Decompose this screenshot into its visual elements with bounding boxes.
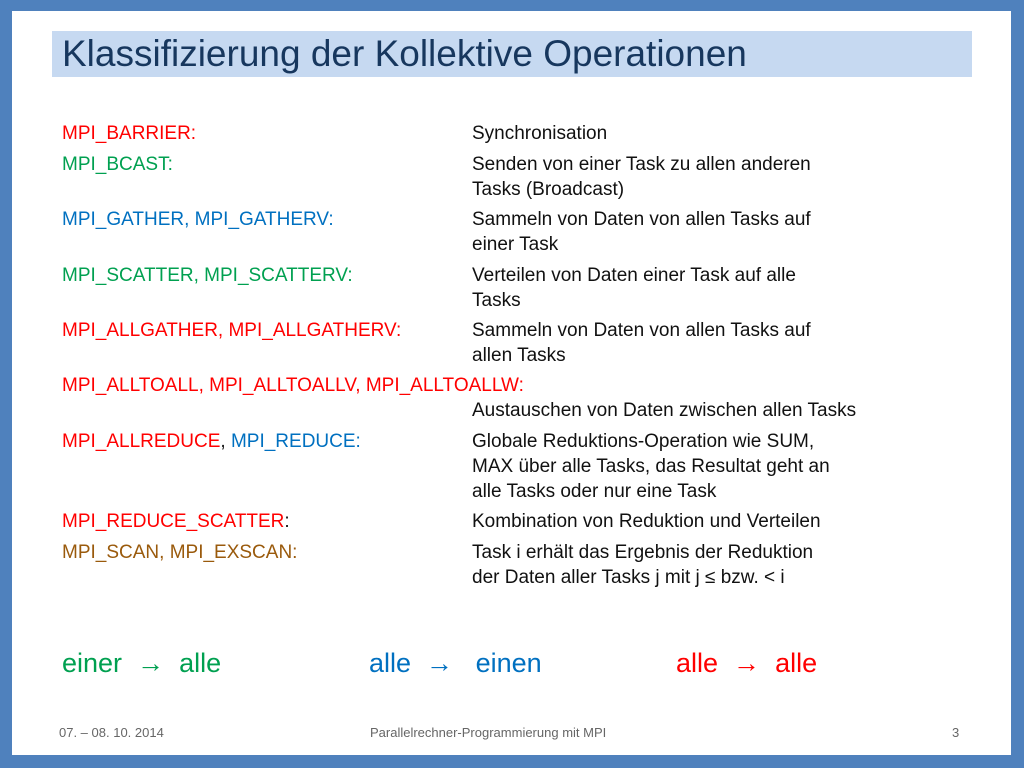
op-desc-gather-line2: einer Task	[472, 234, 559, 255]
footer-date: 07. – 08. 10. 2014	[59, 725, 164, 740]
page-title: Klassifizierung der Kollektive Operationen	[62, 33, 747, 74]
summary-from: alle	[676, 648, 719, 678]
op-name-allreduce: MPI_ALLREDUCE	[62, 431, 221, 452]
slide	[12, 11, 1011, 755]
op-name-gather: MPI_GATHER, MPI_GATHERV:	[62, 209, 334, 230]
op-desc-alltoall-line1: Austauschen von Daten zwischen allen Tasks	[472, 400, 857, 421]
op-name-alltoall: MPI_ALLTOALL, MPI_ALLTOALLV, MPI_ALLTOALLW:	[62, 375, 524, 396]
title-bar	[52, 31, 972, 77]
op-desc-bcast-line1: Senden von einer Task zu allen anderen	[472, 154, 811, 175]
op-desc-reduce-line3: alle Tasks oder nur eine Task	[472, 481, 717, 502]
summary-from: alle	[369, 648, 412, 678]
summary-to: alle	[179, 648, 222, 678]
op-desc-scan-line2: der Daten aller Tasks j mit j ≤ bzw. < i	[472, 567, 785, 588]
op-desc-reduce-line1: Globale Reduktions-Operation wie SUM,	[472, 431, 815, 452]
op-name-reduce-scatter-row	[62, 509, 290, 534]
op-desc-reduce-line2: MAX über alle Tasks, das Resultat geht an	[472, 456, 830, 477]
arrow-right-icon: →	[733, 648, 761, 678]
op-desc-reduce-scatter-line1: Kombination von Reduktion und Verteilen	[472, 511, 821, 532]
op-name-scatter: MPI_SCATTER, MPI_SCATTERV:	[62, 265, 353, 286]
summary-from: einer	[62, 648, 123, 678]
op-name-allgather: MPI_ALLGATHER, MPI_ALLGATHERV:	[62, 320, 402, 341]
footer-course: Parallelrechner-Programmierung mit MPI	[370, 725, 607, 740]
op-name-allreduce-reduce	[62, 429, 361, 454]
op-desc-scan-line1: Task i erhält das Ergebnis der Reduktion	[472, 542, 814, 563]
op-name-separator: ,	[220, 431, 231, 452]
summary-all-to-all	[676, 646, 817, 680]
summary-one-to-all	[62, 646, 221, 680]
op-desc-scatter-line1: Verteilen von Daten einer Task auf alle	[472, 265, 796, 286]
op-desc-scatter-line2: Tasks	[472, 290, 521, 311]
op-desc-barrier-line1: Synchronisation	[472, 123, 608, 144]
summary-to: alle	[775, 648, 818, 678]
op-name-barrier: MPI_BARRIER:	[62, 123, 197, 144]
op-desc-bcast-line2: Tasks (Broadcast)	[472, 179, 625, 200]
op-name-colon: :	[284, 511, 290, 532]
op-name-reduce: MPI_REDUCE:	[230, 431, 361, 452]
arrow-right-icon: →	[137, 648, 165, 678]
op-name-bcast: MPI_BCAST:	[62, 154, 173, 175]
op-name-scan: MPI_SCAN, MPI_EXSCAN:	[62, 542, 298, 563]
op-desc-gather-line1: Sammeln von Daten von allen Tasks auf	[472, 209, 811, 230]
summary-to: einen	[475, 648, 542, 678]
op-desc-allgather-line2: allen Tasks	[472, 345, 566, 366]
op-name-reduce-scatter: MPI_REDUCE_SCATTER	[62, 511, 285, 532]
op-desc-allgather-line1: Sammeln von Daten von allen Tasks auf	[472, 320, 811, 341]
arrow-right-icon: →	[426, 648, 454, 678]
footer-page-number: 3	[952, 725, 960, 740]
summary-all-to-one	[369, 646, 542, 680]
